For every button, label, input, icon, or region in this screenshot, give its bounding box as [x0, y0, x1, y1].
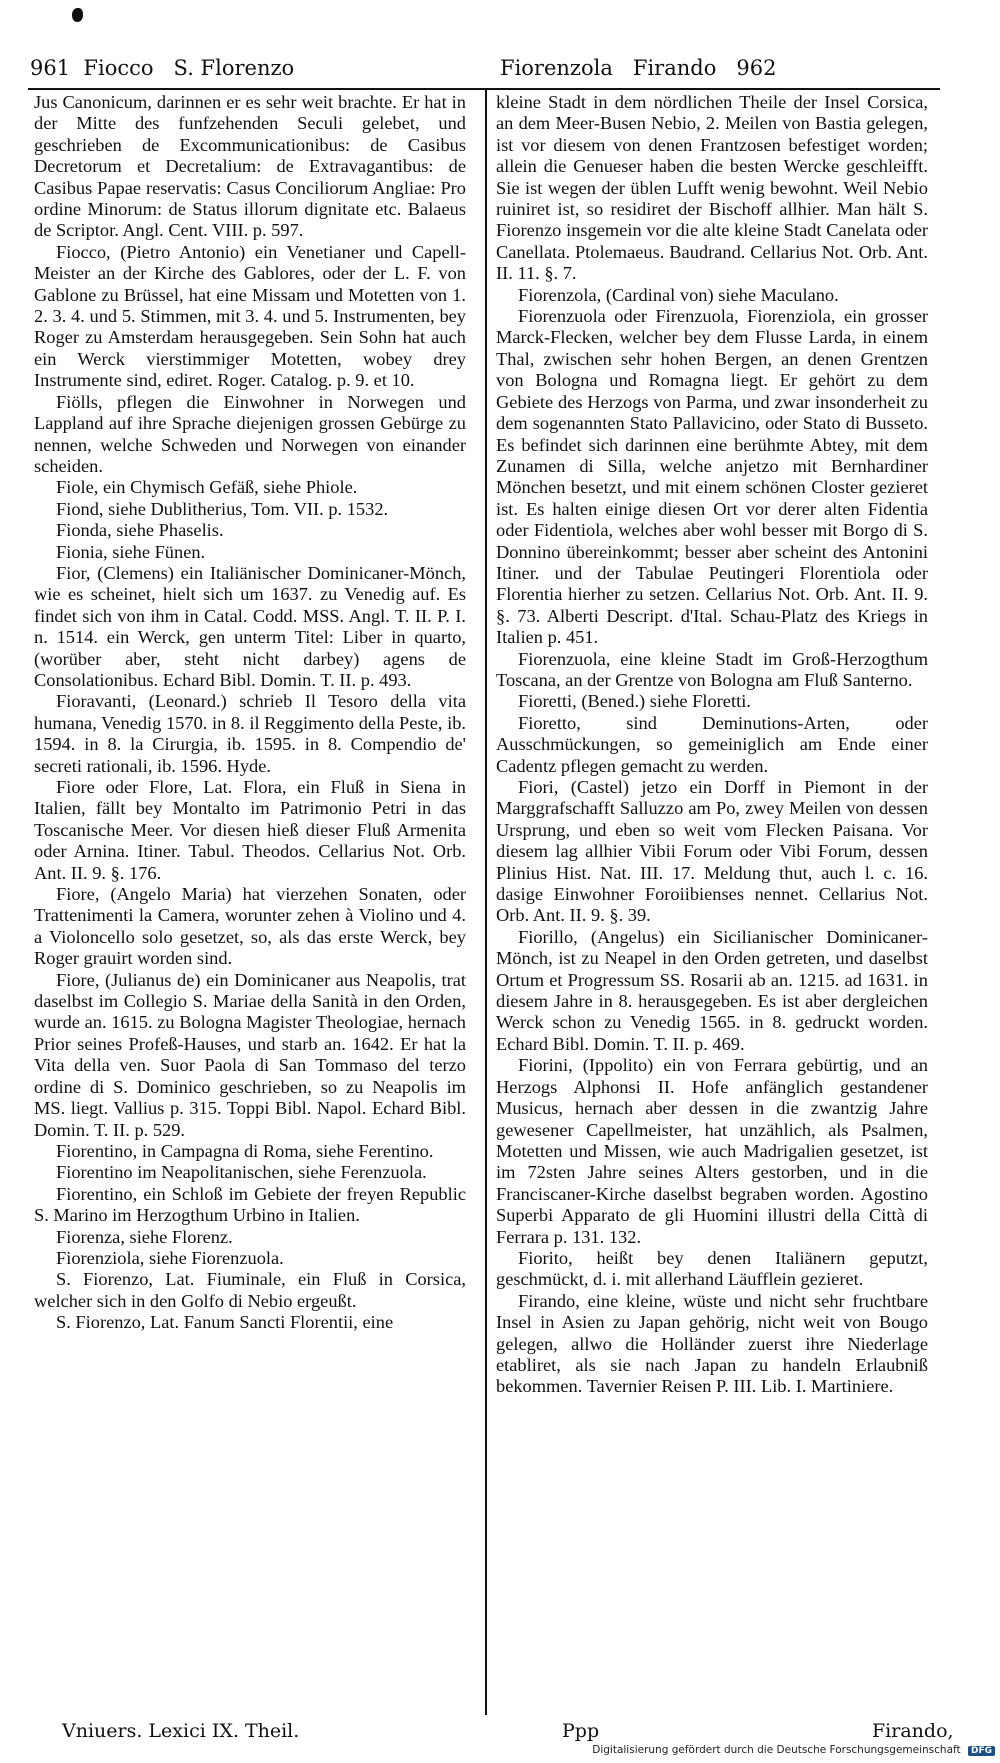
entry-paragraph: Fiorillo, (Angelus) ein Sicilianischer Dominicaner-Mönch, ist zu Neapel in den Orden getreten, und daselbst Ortum et Progressum SS. Rosarii ab an. 1215. ad 1631. in diesem Jahre in 8. herausgegeben. Es ist aber dergleichen Werck schon zu Venedig 1565. in 8. gedruckt worden. Echard Bibl. Domin. T. II. p. 469. [496, 926, 928, 1054]
entry-paragraph: Fiorenzuola, eine kleine Stadt im Groß-Herzogthum Toscana, an der Grentze von Bologna am Fluß Santerno. [496, 648, 928, 690]
entry-paragraph: S. Fiorenzo, Lat. Fiuminale, ein Fluß in Corsica, welcher sich in den Golfo di Nebio ergeußt. [34, 1269, 466, 1311]
credit-text: Digitalisierung gefördert durch die Deutsche Forschungsgemeinschaft [592, 1744, 961, 1756]
entry-paragraph: Firando, eine kleine, wüste und nicht sehr fruchtbare Insel in Asien zu Japan gehörig, nicht weit von Bougo gelegen, allwo die Holländer zuerst ihre Niederlage etabliret, als sie nach Japan zu handeln Erlaubniß bekommen. Tavernier Reisen P. III. Lib. I. Martiniere. [496, 1290, 928, 1397]
header-left-text: 961 Fiocco S. Florenzo [30, 56, 295, 80]
entry-paragraph: Fiore, (Angelo Maria) hat vierzehen Sonaten, oder Trattenimenti la Camera, worunter zehen à Violino und 4. a Violoncello solo gesetzet, so, als das erste Werck, bey Roger grauirt worden sind. [34, 884, 466, 969]
entry-paragraph: Fionda, siehe Phaselis. [56, 520, 224, 541]
footer-volume: Vniuers. Lexici IX. Theil. [62, 1720, 300, 1742]
entry-paragraph: Fioretti, (Bened.) siehe Floretti. [518, 691, 751, 712]
entry-paragraph: Fiölls, pflegen die Einwohner in Norwegen und Lappland auf ihre Sprache diejenigen grossen Gebürge zu nennen, welche Schweden und Norwegen von einander scheiden. [34, 391, 466, 476]
entry-paragraph: Fiore oder Flore, Lat. Flora, ein Fluß in Siena in Italien, fällt bey Montalto im Patrimonio Petri in das Toscanische Meer. Vor diesen hieß dieser Fluß Armenita oder Arnina. Itiner. Tabul. Theodos. Cellarius Not. Orb. Ant. II. 9. §. 176. [34, 777, 466, 883]
entry-paragraph: Fiorenza, siehe Florenz. [56, 1226, 233, 1247]
column-divider [485, 90, 487, 1715]
entry-paragraph: Fiori, (Castel) jetzo ein Dorff in Piemont in der Marggrafschafft Salluzzo am Po, zwey Meilen von dessen Ursprung, und eben so weit vom Flecken Paisana. Vor diesem lag allhier Vibii Forum oder Vibi Forum, dessen Plinius Hist. Nat. III. 17. Meldung thut, auch l. c. 16. dasige Einwohner Foroiibienses nennet. Cellarius Not. Orb. Ant. II. 9. §. 39. [496, 777, 928, 926]
entry-paragraph: S. Fiorenzo, Lat. Fanum Sancti Florentii, eine [56, 1312, 394, 1333]
entry-paragraph: Fioravanti, (Leonard.) schrieb Il Tesoro della vita humana, Venedig 1570. in 8. il Reggimento della Peste, ib. 1594. in 8. la Cirurgia, ib. 1595. in 8. Compendio de' secreti rationali, ib. 1596. Hyde. [34, 691, 466, 776]
right-column [496, 92, 928, 1398]
entry-paragraph: Fiorito, heißt bey denen Italiänern geputzt, geschmückt, d. i. mit allerhand Läufflein gezieret. [496, 1247, 928, 1290]
entry-paragraph: kleine Stadt in dem nördlichen Theile der Insel Corsica, an dem Meer-Busen Nebio, 2. Meilen von Bastia gelegen, ist vor diesem von denen Frantzosen befestiget worden; allein die Genueser haben die besten Wercke geschleifft. Sie ist wegen der üblen Lufft wenig bewohnt. Weil Nebio ruiniret ist, so residiret der Bischoff allhier. Man hält S. Fiorenzo insgemein vor die alte kleine Stadt Canelata oder Canellata. Ptolemaeus. Baudrand. Cellarius Not. Orb. Ant. II. 11. §. 7. [496, 92, 928, 284]
entry-paragraph: Fiole, ein Chymisch Gefäß, siehe Phiole. [56, 477, 358, 498]
ink-blot [72, 8, 83, 22]
entry-paragraph: Fiorentino im Neapolitanischen, siehe Ferenzuola. [56, 1162, 427, 1183]
footer-signature: Ppp [562, 1720, 600, 1742]
header-right-text: Fiorenzola Firando 962 [500, 56, 777, 80]
entry-paragraph: Fiore, (Julianus de) ein Dominicaner aus Neapolis, trat daselbst im Collegio S. Mariae della Sanità in den Orden, wurde an. 1615. zu Bologna Magister Theologiae, hernach Prior seines Profeß-Hauses, und starb an. 1642. Er hat la Vita della ven. Suor Paola di San Tommaso del terzo ordine di S. Dominico geschrieben, so zu Neapolis im MS. liegt. Vallius p. 315. Toppi Bibl. Napol. Echard Bibl. Domin. T. II. p. 529. [34, 969, 466, 1140]
entry-paragraph: Fiond, siehe Dublitherius, Tom. VII. p. 1532. [56, 498, 389, 519]
page-header-left [30, 50, 450, 88]
left-column [34, 92, 466, 1334]
entry-paragraph: Fiorini, (Ippolito) ein von Ferrara gebürtig, und an Herzogs Alphonsi II. Hofe anfänglich gestandener Musicus, hernach aber dessen in die zwantzig Jahre gewesener Capellmeister, hat unzählich, als Psalmen, Motetten und Missen, wie auch Madrigalien gesetzet, ist im 72sten Jahre seines Alters gestorben, und in die Franciscaner-Kirche daselbst begraben worden. Agostino Superbi Apparato de gli Huomini illustri della Città di Ferrara p. 131. 132. [496, 1055, 928, 1247]
entry-paragraph: Fiorenziola, siehe Fiorenzuola. [56, 1247, 284, 1268]
entry-paragraph: Fiorenzola, (Cardinal von) siehe Maculano. [518, 284, 839, 305]
entry-paragraph: Jus Canonicum, darinnen er es sehr weit brachte. Er hat in der Mitte des funfzehenden Seculi gelebet, und geschrieben de Excommunicationibus: de Casibus Decretorum et Decretalium: de Extravagantibus: de Casibus Papae reservatis: Casus Conciliorum Angliae: Pro ordine Minorum: de Status illorum dignitate etc. Balaeus de Scriptor. Angl. Cent. VIII. p. 597. [34, 92, 466, 241]
entry-paragraph: Fiorentino, in Campagna di Roma, siehe Ferentino. [56, 1140, 434, 1161]
entry-paragraph: Fior, (Clemens) ein Italiänischer Dominicaner-Mönch, wie es scheinet, hielt sich um 1637. zu Venedig auf. Es findet sich von ihm in Catal. Codd. MSS. Angl. T. II. P. I. n. 1514. ein Werck, gen unterm Titel: Liber in quarto, (worüber aber, steht nicht darbey) agens de Consolationibus. Echard Bibl. Domin. T. II. p. 493. [34, 562, 466, 690]
dfg-logo: DFG [968, 1746, 995, 1756]
digitization-credit [590, 1744, 995, 1760]
page-header-right [500, 50, 950, 88]
entry-paragraph: Fiorenzuola oder Firenzuola, Fiorenziola, ein grosser Marck-Flecken, welcher bey dem Flusse Larda, in einem Thal, zwischen sehr hohen Bergen, an denen Grentzen von Bologna und Romagna liegt. Er gehört zu dem Gebiete des Herzogs von Parma, und zwar insonderheit zu dem sogenannten Stato Pallavicino, oder Stato di Busseto. Es befindet sich darinnen eine berühmte Abtey, mit dem Zunamen di Silla, welche anjetzo mit Bernhardiner Mönchen besetzt, und mit einem schönen Closter gezieret ist. Es halten einige diesen Ort vor derer alten Fidentia oder Fidentiola, welches aber wohl besser mit Borgo di S. Donnino übereinkommt; besser aber scheint des Antonini Itiner. und der Tabulae Peutingeri Florentiola oder Florentia hierher zu setzen. Cellarius Not. Orb. Ant. II. 9. §. 73. Alberti Descript. d'Ital. Schau-Platz des Kriegs in Italien p. 451. [496, 306, 928, 648]
header-rule [28, 88, 940, 90]
entry-paragraph: Fioretto, sind Deminutions-Arten, oder Ausschmückungen, so gemeiniglich am Ende einer Cadentz pflegen gemacht zu werden. [496, 712, 928, 776]
footer-catchword: Firando, [872, 1720, 954, 1742]
entry-paragraph: Fionia, siehe Fünen. [56, 541, 206, 562]
entry-paragraph: Fiocco, (Pietro Antonio) ein Venetianer und Capell-Meister an der Kirche des Gablores, oder der L. F. von Gablone zu Brüssel, hat eine Missam und Motetten von 1. 2. 3. 4. und 5. Stimmen, mit 3. 4. und 5. Instrumenten, bey Roger zu Amsterdam herausgegeben. Sein Sohn hat auch ein Werck vierstimmiger Motetten, wobey drey Instrumente sind, ediret. Roger. Catalog. p. 9. et 10. [34, 241, 466, 391]
entry-paragraph: Fiorentino, ein Schloß im Gebiete der freyen Republic S. Marino im Herzogthum Urbino in Italien. [34, 1183, 466, 1226]
